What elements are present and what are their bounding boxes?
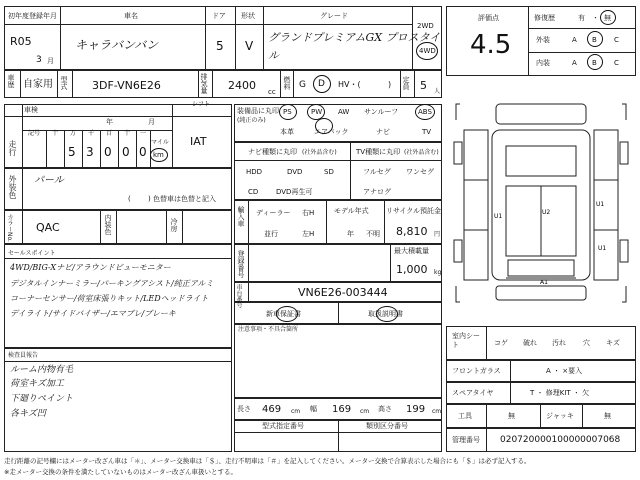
tv-note: (社外品含む) bbox=[404, 149, 439, 156]
inspector-note-2: 荷室キズ加工 bbox=[10, 379, 64, 389]
repair-dot: ・ bbox=[592, 14, 599, 22]
sales-point-3: コーナーセンサー/荷室床張りキット/LEDヘッドライト bbox=[10, 294, 209, 303]
grade-label: グレード bbox=[320, 12, 348, 20]
fuel-close: ) bbox=[388, 80, 392, 89]
col-symbol: 記号 bbox=[28, 130, 41, 137]
seat-hole: 穴 bbox=[583, 339, 590, 347]
import-label: 輸入車 bbox=[237, 206, 245, 227]
import-parallel: 並行 bbox=[264, 230, 278, 238]
tv-title: TV種類に丸印 bbox=[356, 148, 401, 156]
reg-no-label: 登録番号 bbox=[237, 250, 245, 278]
equipment-label: 装備品に丸印 bbox=[237, 107, 279, 115]
notes-block bbox=[234, 324, 442, 398]
model-year-unit: 年 bbox=[347, 230, 354, 238]
interior-grade-a: A bbox=[572, 59, 577, 67]
length-label: 長さ bbox=[237, 405, 251, 413]
mile-label: マイル bbox=[151, 139, 169, 146]
digit-4: 0 bbox=[122, 145, 130, 159]
col-juu: 十 bbox=[124, 130, 131, 137]
yen-unit: 円 bbox=[434, 231, 441, 238]
manual-circle bbox=[376, 306, 398, 322]
fuel-hv: HV・( bbox=[338, 80, 361, 89]
equip-navi: ナビ bbox=[376, 128, 390, 136]
repair-label: 修復歴 bbox=[534, 14, 555, 22]
capacity-label: 定員 bbox=[402, 76, 410, 90]
height-label: 高さ bbox=[378, 405, 392, 413]
width-label: 幅 bbox=[310, 405, 317, 413]
drive-4wd: 4WD bbox=[419, 47, 436, 55]
glass-label: フロントガラス bbox=[452, 367, 501, 375]
interior-grade-b: B bbox=[592, 59, 597, 67]
damage-label-u2: U2 bbox=[542, 209, 551, 216]
person-unit: 人 bbox=[434, 88, 441, 95]
score-value: 4.5 bbox=[470, 30, 512, 60]
jack-value: 無 bbox=[604, 412, 611, 420]
car-name: キャラバンバン bbox=[75, 38, 159, 52]
month-unit: 月 bbox=[47, 57, 54, 65]
shape-label: 形状 bbox=[241, 12, 255, 20]
inspector-label: 検査員報告 bbox=[8, 352, 39, 359]
max-load-label: 最大積載量 bbox=[394, 247, 429, 255]
model-label: 型式 bbox=[60, 76, 68, 90]
vehicle-label: 車歴 bbox=[7, 74, 15, 88]
mgmt-label: 管理番号 bbox=[452, 436, 480, 444]
width-unit: cm bbox=[360, 408, 370, 415]
model-year-unknown: 不明 bbox=[366, 230, 380, 238]
inspector-note-1: ルーム内物有毛 bbox=[10, 365, 74, 375]
glass-value: A ・ ×要入 bbox=[546, 367, 583, 375]
sales-label: セールスポイント bbox=[8, 250, 56, 257]
seat-label: 室内シート bbox=[452, 332, 480, 350]
equip-airbag: エアバック bbox=[314, 128, 349, 136]
sales-point-4: デイライト/サイドバイザー/エマブレ/ブレーキ bbox=[10, 309, 176, 318]
equipment-note: (純正のみ) bbox=[237, 117, 266, 124]
col-man: 万 bbox=[70, 130, 77, 137]
exterior-grade-b: B bbox=[592, 36, 597, 44]
car-damage-diagram bbox=[446, 90, 636, 320]
digit-1: 5 bbox=[68, 145, 76, 159]
repair-no: 無 bbox=[604, 14, 611, 22]
repair-yes: 有 bbox=[578, 14, 585, 22]
first-reg-label: 初年度登録年月 bbox=[8, 12, 57, 20]
nav-title: ナビ種類に丸印 bbox=[248, 148, 297, 156]
fuel-d: D bbox=[318, 79, 325, 89]
exterior-grade-label: 外装 bbox=[536, 36, 550, 44]
spare-value: T ・ 修理KIT ・ 欠 bbox=[530, 389, 590, 397]
run-label: 走行 bbox=[8, 140, 17, 156]
reg-year: R05 bbox=[10, 35, 32, 48]
capacity-value: 5 bbox=[420, 79, 427, 92]
km-label: km bbox=[153, 151, 164, 159]
equip-tv: TV bbox=[422, 128, 432, 136]
digit-5: 0 bbox=[139, 145, 147, 159]
jack-label: ジャッキ bbox=[546, 412, 574, 420]
warranty-circle bbox=[276, 306, 298, 322]
nav-cd: CD bbox=[248, 188, 259, 196]
seat-tear: 破れ bbox=[523, 339, 537, 347]
new-warranty: 新車保証書 bbox=[266, 310, 301, 318]
col-ichi: 一 bbox=[140, 130, 147, 137]
digit-3: 0 bbox=[104, 145, 112, 159]
inspector-note-4: 各キズ凹 bbox=[10, 409, 46, 419]
cc-unit: cc bbox=[268, 88, 276, 96]
fuel-g: G bbox=[299, 80, 306, 90]
type-label: 型式指定番号 bbox=[262, 422, 304, 430]
tv-fullseg: フルセグ bbox=[363, 168, 391, 176]
width-value: 169 bbox=[332, 404, 352, 415]
equip-aw: AW bbox=[338, 108, 350, 116]
equip-leather: 本革 bbox=[280, 128, 294, 136]
import-left: 左H bbox=[302, 230, 315, 238]
inspector-note-3: 下廻りペイント bbox=[10, 394, 74, 404]
sales-point-1: 4WD/BIG-Xナビ/アラウンドビューモニター bbox=[10, 263, 171, 272]
use-value: 自家用 bbox=[23, 79, 53, 90]
seat-burn: コゲ bbox=[494, 339, 508, 347]
damage-label-u1-left: U1 bbox=[494, 213, 503, 220]
shift-value: IAT bbox=[190, 135, 207, 148]
max-load-value: 1,000 bbox=[396, 263, 428, 276]
drive-2wd: 2WD bbox=[417, 22, 434, 30]
paren-open: ( bbox=[128, 195, 131, 203]
color-no-label: カラーNo. bbox=[6, 214, 13, 242]
damage-label-u1-right: U1 bbox=[596, 201, 605, 208]
footer-line-1: 走行距離の記号欄にはメーター改ざん車は「＊」、メーター交換車は「＄」、走行不明車は「＃」を記入してください。メーター交換で合算表示した場合にも「＄」は必ず記入する。 bbox=[4, 457, 531, 465]
fuel-label: 燃料 bbox=[283, 76, 291, 90]
col-sen: 千 bbox=[88, 130, 95, 137]
chassis-label: 車台番号 bbox=[235, 284, 242, 308]
equip-ps: PS bbox=[283, 108, 292, 116]
equip-pw: PW bbox=[311, 108, 323, 116]
nav-note: (社外品含む) bbox=[302, 149, 337, 156]
chassis-value: VN6E26-003444 bbox=[298, 286, 388, 299]
import-right: 右H bbox=[302, 209, 315, 217]
spare-label: スペアタイヤ bbox=[452, 389, 494, 397]
mgmt-value: 020720000100000007068 bbox=[500, 435, 621, 445]
nav-hdd: HDD bbox=[246, 168, 263, 176]
inspection-label: 車検 bbox=[24, 106, 38, 114]
doors-label: ドア bbox=[212, 12, 226, 20]
length-value: 469 bbox=[262, 404, 282, 415]
length-unit: cm bbox=[291, 408, 301, 415]
kg-unit: kg bbox=[434, 269, 442, 276]
notes-label: 注意事項・不具合箇所 bbox=[238, 326, 299, 333]
height-unit: cm bbox=[432, 408, 442, 415]
tv-analog: アナログ bbox=[363, 188, 391, 196]
interior-grade-c: C bbox=[614, 59, 619, 67]
car-name-label: 車名 bbox=[124, 12, 138, 20]
equip-abs: ABS bbox=[418, 108, 432, 116]
tools-value: 無 bbox=[508, 412, 515, 420]
nav-dvd-play: DVD再生可 bbox=[276, 188, 313, 196]
displacement-value: 2400 bbox=[228, 79, 256, 92]
sales-point-2: デジタルインナーミラー/パーキングアシスト/純正アルミ bbox=[10, 279, 214, 288]
equip-sunroof: サンルーフ bbox=[364, 108, 399, 116]
damage-label-u1-rear: U1 bbox=[598, 245, 607, 252]
exterior-label: 外装色 bbox=[8, 175, 17, 199]
col-ten-man: 十 bbox=[52, 130, 59, 137]
row2 bbox=[4, 70, 442, 98]
inspection-year-unit: 年 bbox=[106, 118, 113, 126]
footer-line-2: ※走メーター交換の条件を満たしていないものはメーター改ざん車扱いとする。 bbox=[4, 468, 237, 476]
doors-value: 5 bbox=[216, 39, 224, 53]
score-label: 評価点 bbox=[478, 14, 499, 22]
reg-month: 3 bbox=[36, 55, 42, 65]
recycle-label: リサイクル預託金 bbox=[386, 207, 442, 215]
grade-line1: グランドプレミアムGX プロスタイ bbox=[268, 31, 441, 44]
import-dealer: ディーラー bbox=[256, 209, 291, 217]
seat-dirt: 汚れ bbox=[552, 339, 566, 347]
nav-dvd: DVD bbox=[287, 168, 303, 176]
recycle-value: 8,810 bbox=[396, 225, 428, 238]
category-label: 類別区分番号 bbox=[366, 422, 408, 430]
manual: 取扱説明書 bbox=[368, 310, 403, 318]
tools-label: 工具 bbox=[458, 412, 472, 420]
tv-oneseg: ワンセグ bbox=[406, 168, 434, 176]
digit-2: 3 bbox=[86, 145, 94, 159]
exterior-value: パール bbox=[34, 175, 64, 186]
displacement-label: 排気量 bbox=[200, 73, 208, 94]
inspection-month-unit: 月 bbox=[148, 118, 155, 126]
paren-note: ) 色替車は色替と記入 bbox=[148, 195, 216, 203]
interior-grade-label: 内装 bbox=[536, 59, 550, 67]
model-value: 3DF-VN6E26 bbox=[92, 79, 161, 92]
shift-label: シフト bbox=[192, 101, 211, 108]
exterior-grade-a: A bbox=[572, 36, 577, 44]
height-value: 199 bbox=[406, 404, 426, 415]
seat-scratch: キズ bbox=[606, 339, 620, 347]
damage-label-a1: A1 bbox=[540, 279, 548, 286]
col-hyaku: 百 bbox=[106, 130, 113, 137]
nav-sd: SD bbox=[324, 168, 334, 176]
interior-color-label: 内装色 bbox=[104, 214, 112, 235]
color-no-value: QAC bbox=[36, 221, 60, 234]
grade-line2: ル bbox=[268, 49, 279, 62]
shape-value: V bbox=[245, 39, 254, 53]
cold-label: 冷房 bbox=[170, 218, 178, 232]
exterior-grade-c: C bbox=[614, 36, 619, 44]
model-year-label: モデル年式 bbox=[334, 207, 369, 215]
